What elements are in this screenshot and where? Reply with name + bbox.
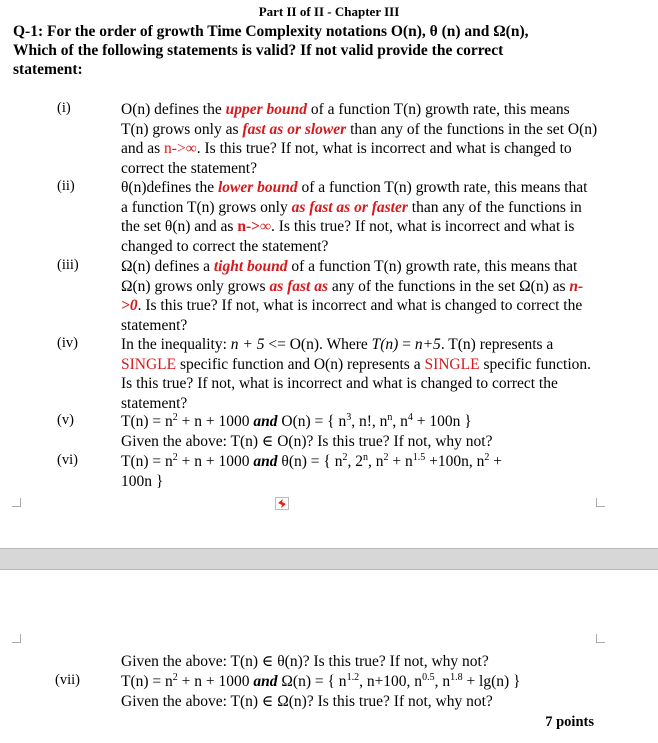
question-line-3: statement: xyxy=(13,61,83,78)
item-number: (vi) xyxy=(57,452,78,468)
item-text: O(n) defines the upper bound of a function T(n) growth rate, this means T(n) grows only as fast as or slower than any of the functions in the set O(n) and as n->∞. Is this true? If not, what is incorrect and what is changed to correct the statement? xyxy=(121,101,598,177)
item-number: (ii) xyxy=(57,178,75,194)
page-break-gap xyxy=(0,548,658,570)
question-line-1: Q-1: For the order of growth Time Complexity notations O(n), θ (n) and Ω(n), xyxy=(13,23,529,40)
item-text xyxy=(121,452,601,491)
item-vi-line-2: 100n } xyxy=(121,472,164,490)
margin-corner-mark xyxy=(12,498,21,507)
margin-corner-mark xyxy=(596,498,605,507)
comment-marker-icon[interactable] xyxy=(275,497,289,510)
item-vii-line-1: $T(n) = n^2 + n + 1000$ and Ω(n) = { $n^{1.2}$, n+100, $n^{0.5}$, $n^{1.8} + \lg(n)$ } xyxy=(121,672,521,690)
item-v-line-2: Given the above: T(n) ∈ O(n)? Is this true? If not, why not? xyxy=(121,432,493,450)
item-vi-line-1: $T(n) = n^2 + n + 1000$ and θ(n) = { $n^2$, 2$^n$, $n^2 + n^{1.5} +100n$, $n^2$ + xyxy=(121,452,502,470)
item-number: (iv) xyxy=(57,335,78,351)
item-text: In the inequality: n + 5 <= O(n). Where T(n) = n+5. T(n) represents a SINGLE specific function and O(n) represents a SINGLE specific function. Is this true? If not, what is incorrect and what is changed to correct the statement? xyxy=(121,336,592,412)
item-number: (iii) xyxy=(57,257,79,273)
question-text xyxy=(13,22,643,79)
question-line-2: Which of the following statements is valid? If not valid provide the correct xyxy=(13,42,504,59)
item-vii-line-2: Given the above: T(n) ∈ Ω(n)? Is this true? If not, why not? xyxy=(121,692,493,710)
item-text xyxy=(121,412,601,451)
item-text: Ω(n) defines a tight bound of a function T(n) growth rate, this means that Ω(n) grows only grows as fast as any of the functions in the set Ω(n) as n->0. Is this true? If not, what is incorrect and what is changed to correct the statement? xyxy=(121,258,584,334)
item-number: (vii) xyxy=(55,672,80,688)
points-label: 7 points xyxy=(545,714,594,730)
item-text xyxy=(121,672,601,711)
item-text: θ(n)defines the lower bound of a function T(n) growth rate, this means that a function T(n) grows only as fast as or faster than any of the functions in the set θ(n) and as n->∞. Is this true? If not, what is incorrect and what is changed to correct the statement? xyxy=(121,179,588,255)
item-v-line-1: $T(n) = n^2 + n + 1000$ and O(n) = { $n^3$, n!, $n^n$, $n^4 + 100n$ } xyxy=(121,412,472,430)
page-header: Part II of II - Chapter III xyxy=(258,4,400,19)
margin-corner-mark xyxy=(12,634,21,643)
margin-corner-mark xyxy=(596,634,605,643)
item-number: (v) xyxy=(57,412,74,428)
item-number: (i) xyxy=(57,100,71,116)
item-vii-preceding-line: Given the above: T(n) ∈ θ(n)? Is this true? If not, why not? xyxy=(121,653,489,670)
